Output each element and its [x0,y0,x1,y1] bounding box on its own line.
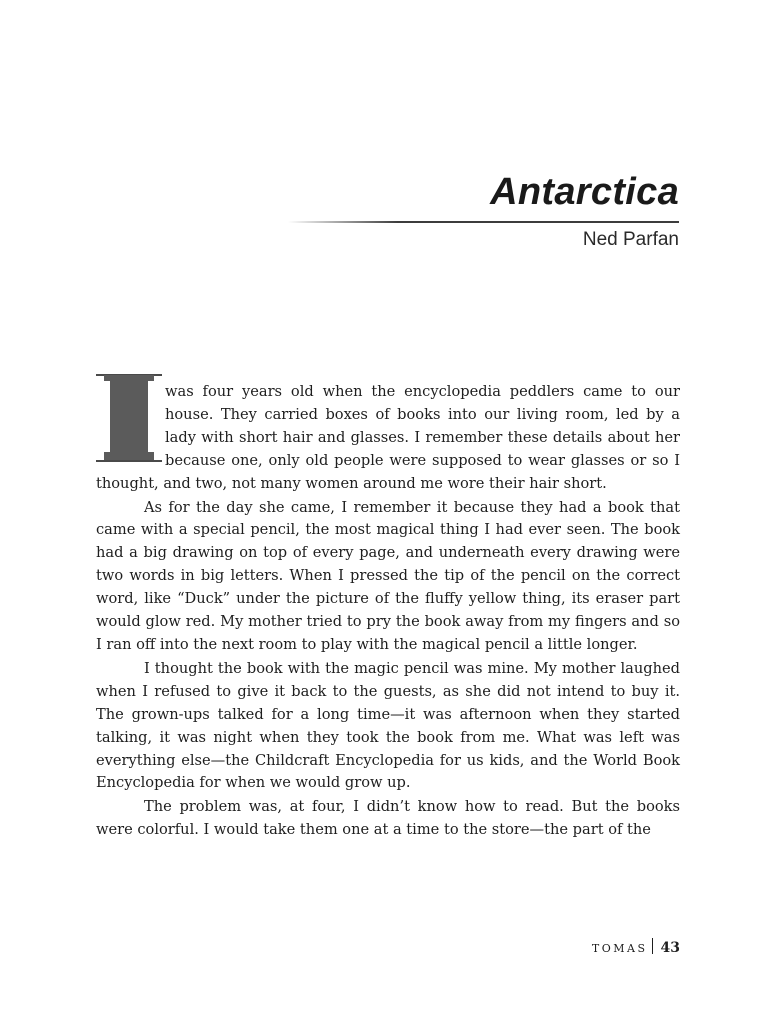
footer-separator [652,938,653,954]
paragraph-3: I thought the book with the magic pencil was mine. My mother laughed when I refused to give it back to the guests, as she did not intend to buy it. The grown-ups talked for a long time—it was afternoon when they started talking, it was night when they took the book from me. What was left was everything else—the Childcraft Encyclopedia for us kids, and the World Book Encyclopedia for when we would grow up. [96,659,680,792]
paragraph-2: As for the day she came, I remember it because they had a book that came with a special pencil, the most magical thing I had ever seen. The book had a big drawing on top of every page, and underneath every drawing were two words in big letters. When I pressed the tip of the pencil on the correct word, like “Duck” under the picture of the fluffy yellow thing, its eraser part would glow red. My mother tried to pry the book away from my fingers and so I ran off into the next room to play with the magical pencil a little longer. [96,498,680,653]
drop-cap-bottom-rule [96,460,162,462]
paragraph-1-text: was four years old when the encyclopedia peddlers came to our house. They carried boxes of books into our living room, led by a lady with short hair and glasses. I remember these details about her because one, only old people were supposed to wear glasses or so I thought, and two, not many women around me wore their hair short. [96,383,680,492]
drop-cap-foot-serif [104,452,154,460]
drop-cap-letter [110,378,148,461]
title-divider [288,221,679,223]
paragraph-4: The problem was, at four, I didn’t know how to read. But the books were colorful. I would take them one at a time to the store—the part of the [96,798,680,839]
journal-name: TOMAS [591,942,648,955]
article-author: Ned Parfan [582,229,679,250]
paragraph-1 [96,381,680,496]
drop-cap [96,374,162,466]
page-number: 43 [660,940,680,956]
article-title: Antarctica [490,171,679,213]
page-footer [592,938,680,959]
article-body [96,381,680,842]
